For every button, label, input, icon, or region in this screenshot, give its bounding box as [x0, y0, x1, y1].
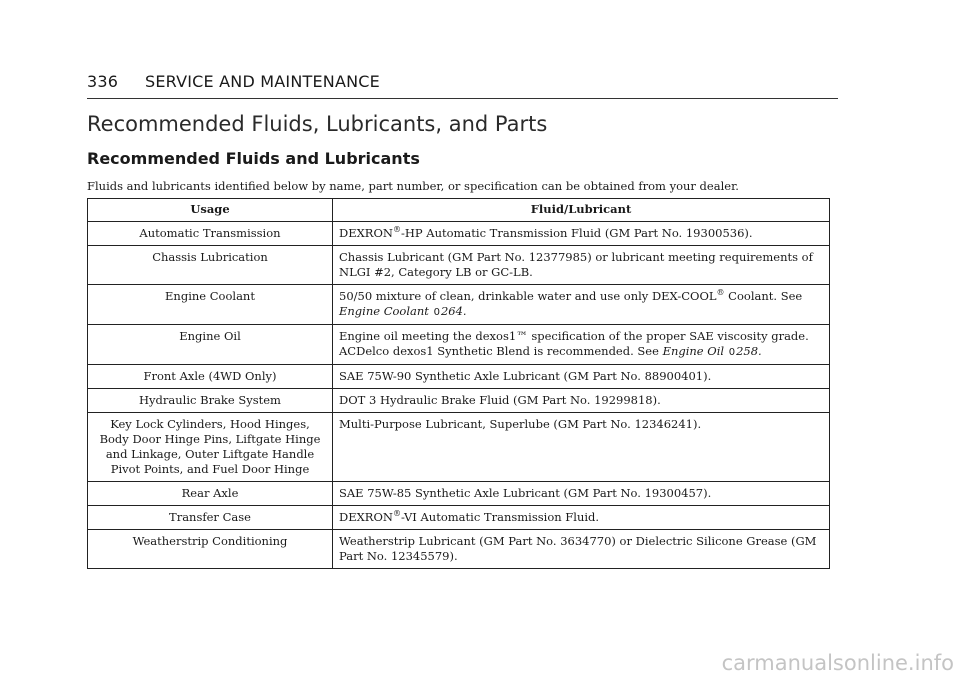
usage-cell: Engine Oil [88, 325, 333, 365]
fluid-cell: Weatherstrip Lubricant (GM Part No. 3634770) or Dielectric Silicone Grease (GM Part No. 12345579). [333, 530, 830, 569]
fluid-text: Coolant. See [724, 289, 803, 303]
fluid-cell: Chassis Lubricant (GM Part No. 12377985) or lubricant meeting requirements of NLGI #2, Category LB or GC-LB. [333, 246, 830, 285]
header-usage: Usage [88, 199, 333, 222]
table-row [88, 222, 830, 246]
usage-cell: Transfer Case [88, 506, 333, 530]
table-row [88, 530, 830, 569]
page-reference-icon: 0 [728, 347, 736, 358]
fluid-text: 50/50 mixture of clean, drinkable water and use only DEX-COOL [339, 289, 717, 303]
usage-cell: Automatic Transmission [88, 222, 333, 246]
fluid-cell [333, 285, 830, 325]
cross-reference-link[interactable]: Engine Coolant [339, 304, 429, 318]
header-fluid-lubricant: Fluid/Lubricant [333, 199, 830, 222]
page-title: Recommended Fluids, Lubricants, and Parts [87, 112, 548, 136]
fluid-cell: Multi-Purpose Lubricant, Superlube (GM Part No. 12346241). [333, 413, 830, 482]
table-row [88, 482, 830, 506]
fluid-cell: SAE 75W-90 Synthetic Axle Lubricant (GM Part No. 88900401). [333, 365, 830, 389]
header-divider [87, 98, 838, 99]
table-row [88, 246, 830, 285]
fluid-cell: DOT 3 Hydraulic Brake Fluid (GM Part No. 19299818). [333, 389, 830, 413]
page-header [87, 72, 837, 98]
watermark-text: carmanualsonline.info [721, 651, 954, 675]
page-number: 336 [87, 72, 119, 91]
usage-cell: Chassis Lubrication [88, 246, 333, 285]
section-subtitle: Recommended Fluids and Lubricants [87, 149, 420, 168]
section-title: SERVICE AND MAINTENANCE [145, 72, 380, 91]
table-row [88, 413, 830, 482]
registered-mark: ® [392, 509, 401, 519]
table-row [88, 285, 830, 325]
fluid-text: DEXRON [339, 226, 393, 240]
fluid-cell: SAE 75W-85 Synthetic Axle Lubricant (GM Part No. 19300457). [333, 482, 830, 506]
fluid-cell [333, 325, 830, 365]
usage-cell: Rear Axle [88, 482, 333, 506]
registered-mark: ® [392, 225, 401, 235]
fluid-cell [333, 506, 830, 530]
table-row [88, 365, 830, 389]
usage-cell: Weatherstrip Conditioning [88, 530, 333, 569]
table-header-row [88, 199, 830, 222]
fluid-text: -VI Automatic Transmission Fluid. [400, 510, 600, 524]
registered-mark: ® [716, 288, 725, 298]
fluid-text: DEXRON [339, 510, 393, 524]
usage-cell: Hydraulic Brake System [88, 389, 333, 413]
page-reference-icon: 0 [433, 307, 440, 318]
fluid-cell [333, 222, 830, 246]
usage-cell: Engine Coolant [88, 285, 333, 325]
usage-cell: Key Lock Cylinders, Hood Hinges, Body Door Hinge Pins, Liftgate Hinge and Linkage, Outer Liftgate Handle Pivot Points, and Fuel Door Hinge [88, 413, 333, 482]
reference-page-number[interactable]: 258. [736, 344, 762, 358]
usage-cell: Front Axle (4WD Only) [88, 365, 333, 389]
intro-paragraph: Fluids and lubricants identified below by name, part number, or specification can be obtained from your dealer. [87, 179, 739, 193]
fluids-table [87, 198, 830, 569]
reference-page-number[interactable]: 264. [440, 304, 467, 318]
fluid-text: Engine oil meeting the dexos1™ specification of the proper SAE viscosity grade. ACDelco dexos1 Synthetic Blend is recommended. See [339, 329, 809, 358]
table-row [88, 325, 830, 365]
cross-reference-link[interactable]: Engine Oil [662, 344, 725, 358]
table-row [88, 389, 830, 413]
table-row [88, 506, 830, 530]
fluid-text: -HP Automatic Transmission Fluid (GM Part No. 19300536). [400, 226, 753, 240]
